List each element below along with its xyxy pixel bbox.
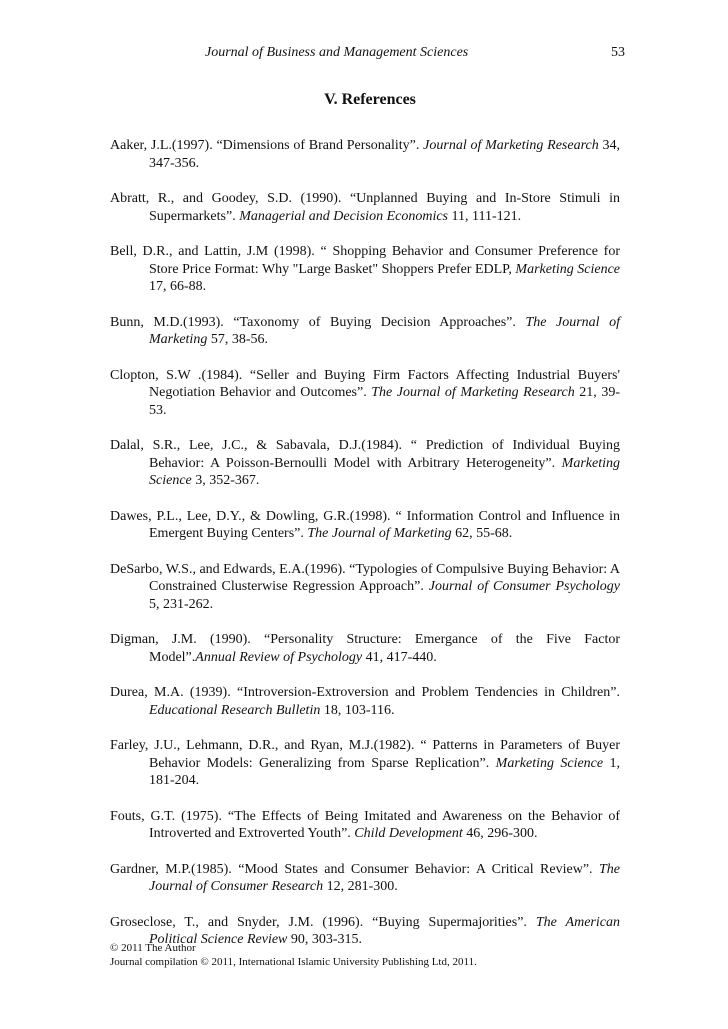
journal-compilation-notice: Journal compilation © 2011, International Islamic University Publishing Ltd, 2011. [110, 956, 477, 968]
reference-citation: Clopton, S.W .(1984). “Seller and Buying Firm Factors Affecting Industrial Buyers' Negotiation Behavior and Outcomes”. [110, 367, 620, 400]
reference-entry [110, 508, 620, 543]
reference-volume-pages: 5, 231-262. [149, 596, 214, 612]
page-footer [110, 941, 630, 969]
reference-citation: Gardner, M.P.(1985). “Mood States and Consumer Behavior: A Critical Review”. [110, 861, 599, 877]
reference-source: Annual Review of Psychology [195, 649, 363, 665]
journal-name: Journal of Business and Management Sciences [205, 45, 469, 60]
reference-citation: Abratt, R., and Goodey, S.D. (1990). “Unplanned Buying and In-Store Stimuli in Supermarkets”. [110, 191, 620, 224]
section-title: V. References [324, 91, 416, 108]
reference-source: The Journal of Marketing Research [371, 385, 575, 400]
reference-entry [110, 437, 620, 490]
reference-volume-pages: 34, 347-356. [149, 138, 620, 171]
reference-source: The Journal of Consumer Research [149, 861, 620, 894]
reference-entry [110, 561, 620, 614]
reference-entry [110, 631, 620, 666]
reference-citation: Digman, J.M. (1990). “Personality Structure: Emergance of the Five Factor Model”. [110, 632, 620, 665]
reference-citation: Groseclose, T., and Snyder, J.M. (1996). “Buying Supermajorities”. [110, 914, 536, 930]
reference-list [110, 137, 620, 967]
reference-volume-pages: 1, 181-204. [149, 755, 621, 788]
reference-source: The Journal of Marketing [307, 526, 452, 541]
reference-entry [110, 243, 620, 296]
reference-citation: Fouts, G.T. (1975). “The Effects of Being Imitated and Awareness on the Behavior of Introverted and Extroverted Youth”. [110, 808, 620, 841]
reference-entry [110, 190, 620, 225]
reference-volume-pages: 57, 38-56. [207, 332, 268, 347]
reference-citation: Bell, D.R., and Lattin, J.M (1998). “ Shopping Behavior and Consumer Preference for Store Price Format: Why "Large Basket" Shoppers Prefer EDLP, [110, 244, 620, 277]
reference-source: The Journal of Marketing [149, 314, 620, 347]
reference-source: Marketing Science [515, 261, 620, 277]
reference-volume-pages: 18, 103-116. [320, 702, 395, 718]
reference-volume-pages: 11, 111-121. [448, 208, 522, 224]
reference-citation: Aaker, J.L.(1997). “Dimensions of Brand Personality”. [110, 138, 424, 153]
reference-volume-pages: 12, 281-300. [323, 879, 398, 894]
reference-source: Educational Research Bulletin [149, 702, 321, 718]
reference-citation: Farley, J.U., Lehmann, D.R., and Ryan, M.J.(1982). “ Patterns in Parameters of Buyer Behavior Models: Generalizing from Sparse Replication”. [110, 738, 620, 771]
reference-citation: Bunn, M.D.(1993). “Taxonomy of Buying Decision Approaches”. [110, 314, 526, 330]
reference-volume-pages: 46, 296-300. [462, 826, 538, 841]
reference-source: Journal of Consumer Psychology [428, 579, 620, 594]
reference-entry [110, 684, 620, 719]
reference-citation: DeSarbo, W.S., and Edwards, E.A.(1996). “Typologies of Compulsive Buying Behavior: A Constrained Clusterwise Regression Approach”. [110, 561, 620, 594]
reference-entry [110, 137, 620, 172]
reference-volume-pages: 90, 303-315. [287, 932, 363, 947]
reference-volume-pages: 41, 417-440. [362, 649, 437, 665]
reference-entry [110, 861, 620, 896]
reference-entry [110, 367, 620, 420]
page-number: 53 [611, 45, 625, 60]
reference-citation: Durea, M.A. (1939). “Introversion-Extroversion and Problem Tendencies in Children”. [110, 685, 620, 700]
reference-source: Marketing Science [495, 755, 604, 771]
reference-entry [110, 808, 620, 843]
running-head [205, 44, 625, 62]
reference-source: Child Development [354, 826, 463, 841]
reference-volume-pages: 17, 66-88. [149, 279, 207, 294]
reference-citation: Dalal, S.R., Lee, J.C., & Sabavala, D.J.(1984). “ Prediction of Individual Buying Behavior: A Poisson-Bernoulli Model with Arbitrary Heterogeneity”. [110, 438, 620, 471]
reference-entry [110, 737, 620, 790]
reference-source: The American Political Science Review [149, 914, 620, 947]
reference-volume-pages: 21, 39-53. [149, 385, 620, 418]
reference-source: Managerial and Decision Economics [239, 208, 448, 224]
reference-citation: Dawes, P.L., Lee, D.Y., & Dowling, G.R.(1998). “ Information Control and Influence in Emergent Buying Centers”. [110, 508, 620, 541]
reference-source: Journal of Marketing Research [423, 138, 599, 153]
reference-volume-pages: 62, 55-68. [451, 526, 513, 541]
copyright-notice: © 2011 The Author [110, 942, 196, 954]
reference-entry [110, 314, 620, 349]
reference-source: Marketing Science [149, 455, 620, 488]
reference-volume-pages: 3, 352-367. [191, 473, 260, 488]
